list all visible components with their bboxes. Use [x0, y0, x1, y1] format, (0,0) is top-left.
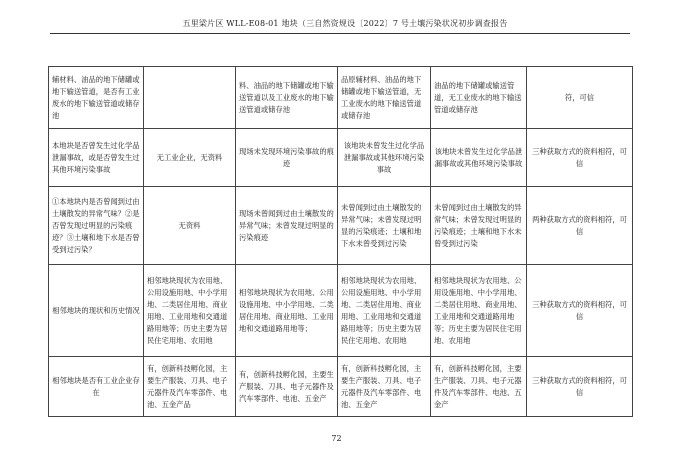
table-cell: 相邻地块现状为农用地、公用设施用地、中小学用地、二类居住用地、商业用地、工业用地和交通道路用地等；历史主要为居民住宅用地、农用地	[431, 265, 527, 357]
table-cell: 该地块未曾发生过化学品泄漏事故或其他环境污染事故	[431, 129, 527, 187]
table-cell: 有，创新科技孵化园，主要生产服装、刀具、电子元器件及汽车零部件、电池、五金产	[236, 357, 338, 417]
table-cell: 品原辅材料、油品的地下储罐或地下输送管道，无工业废水的地下输送管道或储存池	[338, 67, 431, 129]
table-cell: 本地块是否曾发生过化学品泄漏事故，或是否曾发生过其他环境污染事故	[49, 129, 144, 187]
table-cell: 相邻地块现状为农用地、公用设施用地、中小学用地、二类居住用地、商业用地、工业用地和交通道路用地等；	[236, 265, 338, 357]
table-cell: 有，创新科技孵化园，主要生产服装、刀具、电子元器件及汽车零部件、电池、五金产	[431, 357, 527, 417]
table-cell: 有，创新科技孵化园，主要生产服装、刀具、电子元器件及汽车零部件、电池、五金产	[338, 357, 431, 417]
table-cell: 三种获取方式的资料相符，可信	[527, 357, 633, 417]
table-cell: 无资料	[144, 187, 236, 265]
table-cell: 三种获取方式的资料相符，可信	[527, 265, 633, 357]
table-cell: 有，创新科技孵化园，主要生产服装、刀具、电子元器件及汽车零部件、电池、五金产品	[144, 357, 236, 417]
table-cell: 相邻地块现状为农用地、公用设施用地、中小学用地、二类居住用地、商业用地、工业用地和交通道路用地等；历史主要为居民住宅用地、农用地	[144, 265, 236, 357]
table-cell: 相邻地块是否有工业企业存在	[49, 357, 144, 417]
table-row	[49, 187, 633, 265]
table-cell: 符，可信	[527, 67, 633, 129]
table-cell: 三种获取方式的资料相符，可信	[527, 129, 633, 187]
table-cell: 相邻地块现状为农用地、公用设施用地、中小学用地、二类居住用地、商业用地、工业用地和交通道路用地等；历史主要为居民住宅用地、农用地	[338, 265, 431, 357]
table-cell: 未曾闻到过由土壤散发的异常气味；未曾发现过明显的污染痕迹；土壤和地下水未曾受到过污染	[431, 187, 527, 265]
table-cell: 辅材料、油品的地下储罐或地下输送管道，是否有工业废水的地下输送管道或储存池	[49, 67, 144, 129]
table-row	[49, 357, 633, 417]
table-row	[49, 129, 633, 187]
table-cell: 相邻地块的现状和历史情况	[49, 265, 144, 357]
table-cell: ①本地块内是否曾闻到过由土壤散发的异常气味？②是否曾发现过明显的污染痕迹？③土壤和地下水是否曾受到过污染？	[49, 187, 144, 265]
table-cell: 未曾闻到过由土壤散发的异常气味；未曾发现过明显的污染痕迹；土壤和地下水未曾受到过污染	[338, 187, 431, 265]
table-cell: 现场未发现环境污染事故的痕迹	[236, 129, 338, 187]
table-row	[49, 265, 633, 357]
table-cell: 无工业企业，无资料	[144, 129, 236, 187]
page-number: 72	[331, 434, 342, 443]
table-cell: 料、油品的地下储罐或地下输送管道以及工业废水的地下输送管道或储存池	[236, 67, 338, 129]
table-cell: 该地块未曾发生过化学品泄漏事故或其他环境污染事故	[338, 129, 431, 187]
header-rule	[50, 33, 630, 34]
table-cell: 现场未曾闻到过由土壤散发的异常气味；未曾发现过明显的污染痕迹	[236, 187, 338, 265]
table-cell: 两种获取方式的资料相符，可信	[527, 187, 633, 265]
page-header: 五里梁片区 WLL-E08-01 地块（三自然资规设〔2022〕7 号土壤污染状况初步调查报告	[182, 19, 508, 28]
table-row	[49, 67, 633, 129]
table-cell: 油品的地下储罐或输送管道，无工业废水的地下输送管道或储存池	[431, 67, 527, 129]
table-cell	[144, 67, 236, 129]
survey-table	[48, 66, 633, 417]
